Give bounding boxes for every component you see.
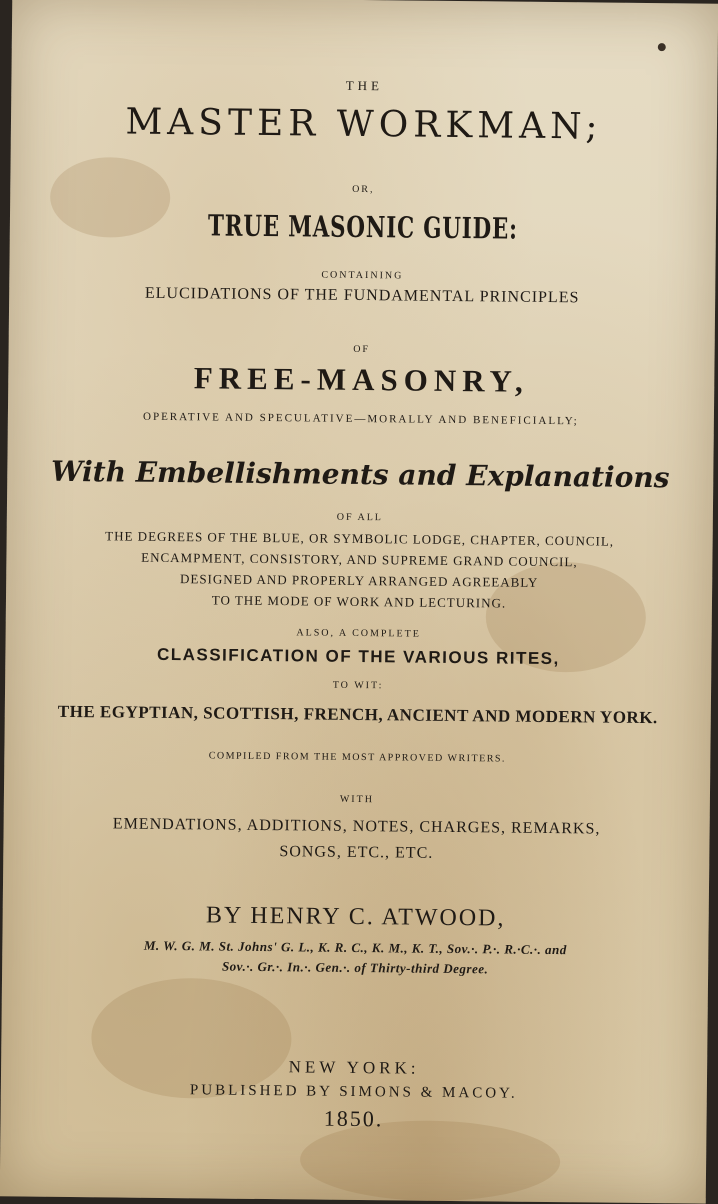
- to-wit-label: TO WIT:: [332, 679, 384, 692]
- title-article: THE: [345, 77, 384, 94]
- imprint-city: NEW YORK:: [288, 1057, 420, 1078]
- of-label: OF: [353, 343, 371, 356]
- with-label: WITH: [339, 793, 375, 806]
- elucidations-line: ELUCIDATIONS OF THE FUNDAMENTAL PRINCIPLES: [144, 284, 580, 307]
- operative-line: OPERATIVE AND SPECULATIVE—MORALLY AND BENEFICIALLY;: [142, 410, 579, 428]
- author-line: BY HENRY C. ATWOOD,: [205, 902, 506, 932]
- of-all-label: OF ALL: [336, 511, 383, 524]
- degrees-line: THE DEGREES OF THE BLUE, OR SYMBOLIC LODGE, CHAPTER, COUNCIL,: [105, 528, 615, 549]
- also-label: ALSO, A COMPLETE: [296, 627, 421, 640]
- imprint-year: 1850.: [323, 1105, 384, 1132]
- rites-line: THE EGYPTIAN, SCOTTISH, FRENCH, ANCIENT AND MODERN YORK.: [57, 701, 658, 728]
- degrees-line: TO THE MODE OF WORK AND LECTURING.: [211, 592, 507, 611]
- author-credentials: M. W. G. M. St. Johns' G. L., K. R. C., K. M., K. T., Sov.·. P.·. R.·C.·. and: [143, 937, 567, 958]
- author-credentials: Sov.·. Gr.·. In.·. Gen.·. of Thirty-third Degree.: [221, 958, 489, 977]
- classification-heading: CLASSIFICATION OF THE VARIOUS RITES,: [156, 644, 560, 669]
- containing-label: CONTAINING: [321, 269, 404, 282]
- freemasonry-heading: FREE-MASONRY,: [193, 360, 529, 399]
- emendations-line: SONGS, ETC., ETC.: [279, 843, 434, 862]
- degrees-line: DESIGNED AND PROPERLY ARRANGED AGREEABLY: [179, 571, 539, 590]
- emendations-line: EMENDATIONS, ADDITIONS, NOTES, CHARGES, REMARKS,: [112, 815, 601, 838]
- pin-hole: [658, 43, 666, 51]
- subtitle: TRUE MASONIC GUIDE:: [207, 208, 518, 246]
- or-connector: OR,: [352, 183, 375, 196]
- imprint-publisher: PUBLISHED BY SIMONS & MACOY.: [189, 1082, 518, 1102]
- degrees-line: ENCAMPMENT, CONSISTORY, AND SUPREME GRAND COUNCIL,: [141, 549, 578, 570]
- compiled-line: COMPILED FROM THE MOST APPROVED WRITERS.: [208, 750, 507, 765]
- embellishments-heading: With Embellishments and Explanations: [50, 454, 670, 495]
- main-title: MASTER WORKMAN;: [125, 101, 603, 148]
